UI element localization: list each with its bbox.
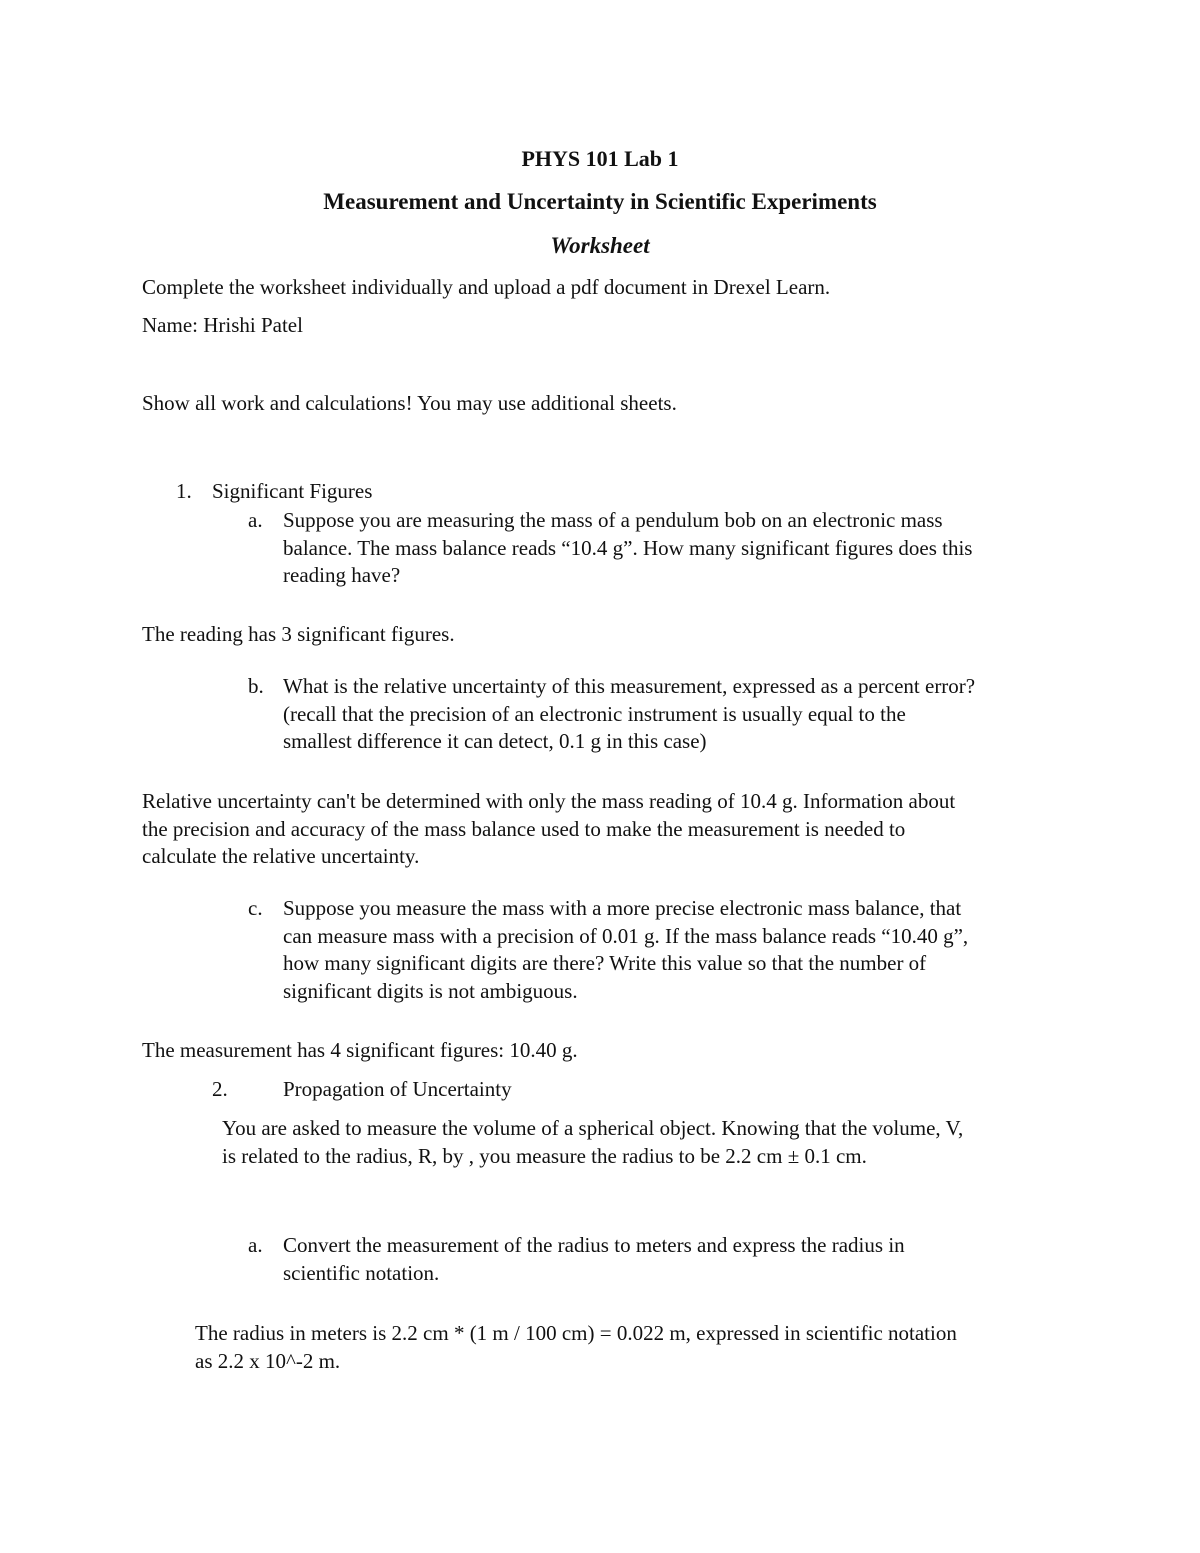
document-subtitle: Measurement and Uncertainty in Scientific Experiments: [323, 189, 877, 214]
q2a-answer-line: The radius in meters is 2.2 cm * (1 m / 100 cm) = 0.022 m, expressed in scientific notation: [195, 1321, 957, 1345]
q1a-line: reading have?: [283, 563, 401, 587]
q1b-answer-line: the precision and accuracy of the mass balance used to make the measurement is needed to: [142, 816, 906, 841]
q1a-marker: a.: [248, 508, 263, 532]
section2-intro: [222, 1115, 963, 1170]
section1-number: 1.: [176, 479, 192, 503]
q1c-answer: The measurement has 4 significant figures: 10.40 g.: [142, 1038, 578, 1062]
q1a-line: balance. The mass balance reads “10.4 g”. How many significant figures does this: [283, 535, 973, 560]
q1b-line: What is the relative uncertainty of this measurement, expressed as a percent error?: [283, 674, 976, 698]
q1c-question: [283, 895, 968, 1005]
q1b-answer-line: Relative uncertainty can't be determined with only the mass reading of 10.4 g. Information about: [142, 789, 956, 813]
section2-intro-line: You are asked to measure the volume of a spherical object. Knowing that the volume, V,: [222, 1116, 964, 1140]
q1c-line: significant digits is not ambiguous.: [283, 978, 578, 1003]
q1a-question: [283, 507, 972, 590]
q1a-line: Suppose you are measuring the mass of a pendulum bob on an electronic mass: [283, 508, 943, 532]
section1-heading: Significant Figures: [212, 479, 373, 503]
section2-heading: Propagation of Uncertainty: [283, 1077, 512, 1101]
q1b-line: (recall that the precision of an electronic instrument is usually equal to the: [283, 701, 906, 726]
q1c-marker: c.: [248, 896, 263, 920]
instructions-text: Complete the worksheet individually and upload a pdf document in Drexel Learn.: [142, 275, 831, 299]
q1c-line: how many significant digits are there? Write this value so that the number of: [283, 951, 927, 975]
q2a-answer: [195, 1320, 957, 1375]
q1b-answer: [142, 788, 955, 871]
worksheet-label: Worksheet: [550, 233, 650, 258]
document-title: PHYS 101 Lab 1: [521, 146, 679, 171]
q2a-question: [283, 1232, 905, 1287]
q2a-marker: a.: [248, 1233, 263, 1257]
q1b-line: smallest difference it can detect, 0.1 g in this case): [283, 729, 707, 753]
q2a-line: scientific notation.: [283, 1260, 440, 1285]
q2a-answer-line: as 2.2 x 10^-2 m.: [195, 1348, 341, 1373]
student-name: Name: Hrishi Patel: [142, 313, 303, 337]
q1c-line: can measure mass with a precision of 0.01 g. If the mass balance reads “10.40 g”,: [283, 923, 969, 948]
q1b-question: [283, 673, 975, 756]
section2-intro-line: is related to the radius, R, by , you measure the radius to be 2.2 cm ± 0.1 cm.: [222, 1143, 867, 1168]
show-work-note: Show all work and calculations! You may use additional sheets.: [142, 391, 677, 415]
section2-number: 2.: [212, 1077, 228, 1101]
q1c-line: Suppose you measure the mass with a more precise electronic mass balance, that: [283, 896, 962, 920]
q1a-answer: The reading has 3 significant figures.: [142, 622, 455, 646]
q2a-line: Convert the measurement of the radius to meters and express the radius in: [283, 1233, 905, 1257]
q1b-marker: b.: [248, 674, 264, 698]
q1b-answer-line: calculate the relative uncertainty.: [142, 844, 420, 868]
